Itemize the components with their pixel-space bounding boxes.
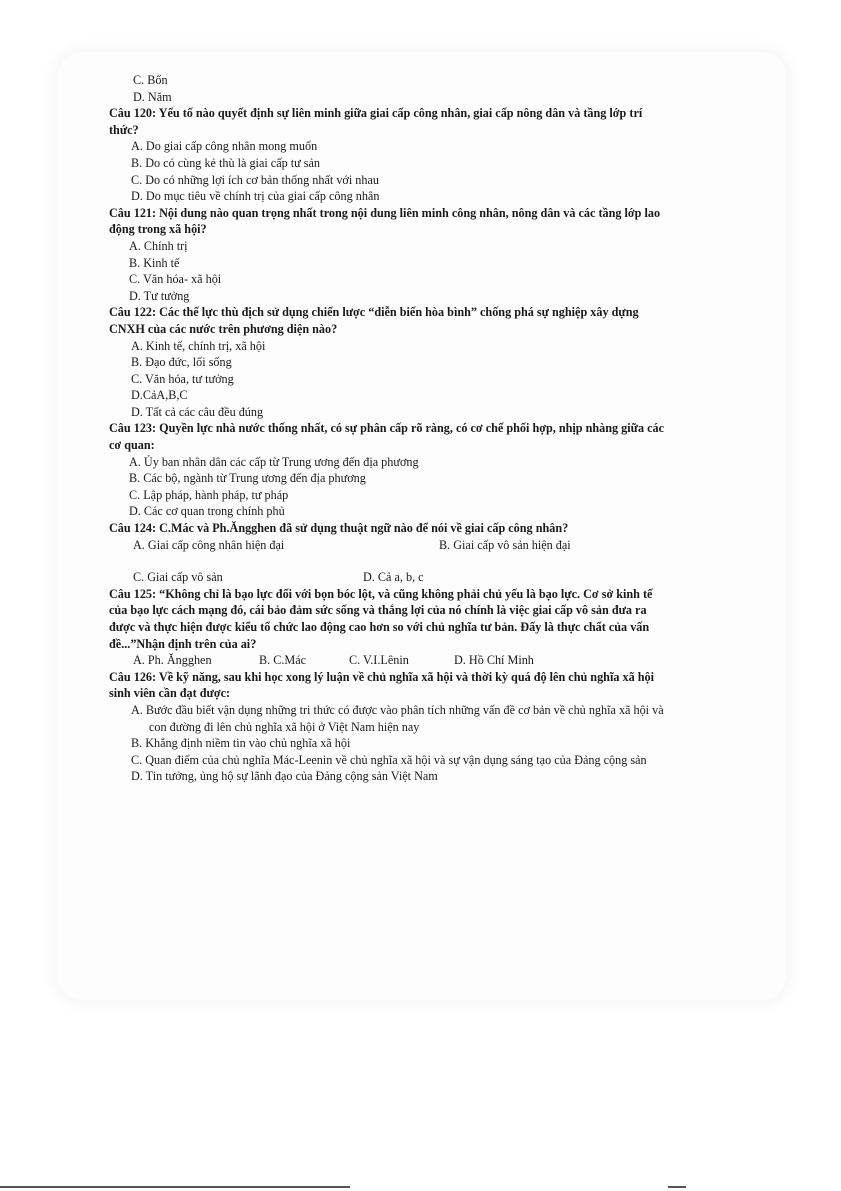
bottom-edge-line <box>0 1186 350 1188</box>
option-a: A. Ph. Ăngghen <box>133 653 212 668</box>
option-a: A. Chính trị <box>129 238 188 253</box>
question-121 <box>109 205 669 305</box>
question-text: Câu 121: Nội dung nào quan trọng nhất trong nội dung liên minh công nhân, nông dân và các tầng lớp lao động trong xã hội? <box>109 205 661 237</box>
option-line: D. Năm <box>133 89 172 104</box>
option-c: C. Văn hóa- xã hội <box>129 272 222 287</box>
question-120 <box>109 105 669 205</box>
option-b: B. Đạo đức, lối sống <box>131 355 232 370</box>
question-text: Câu 124: C.Mác và Ph.Ăngghen đã sử dụng thuật ngữ nào để nói về giai cấp công nhân? <box>109 521 569 536</box>
option-b: B. Do có cùng kẻ thù là giai cấp tư sản <box>131 155 321 170</box>
option-a: A. Do giai cấp công nhân mong muốn <box>131 139 318 154</box>
options-row-1 <box>109 537 669 554</box>
option-b: B. Các bộ, ngành từ Trung ương đến địa phương <box>129 471 366 486</box>
option-d: D. Do mục tiêu về chính trị của giai cấp công nhân <box>131 189 380 204</box>
question-126 <box>109 669 669 785</box>
options-row-2 <box>109 569 669 586</box>
question-text: Câu 120: Yếu tố nào quyết định sự liên minh giữa giai cấp công nhân, giai cấp nông dân và tầng lớp trí thức? <box>109 106 643 137</box>
option-c: C. V.I.Lênin <box>349 653 409 668</box>
option-d: D. Tất cả các câu đều đúng <box>131 404 264 419</box>
option-a: A. Bước đầu biết vận dụng những tri thức có được vào phân tích những vấn đề cơ bản về chủ nghĩa xã hội và con đường đi lên chủ nghĩa xã hội ở Việt Nam hiện nay <box>131 702 664 734</box>
question-123 <box>109 420 669 520</box>
option-c: C. Lập pháp, hành pháp, tư pháp <box>129 487 289 502</box>
spacer <box>109 553 669 569</box>
option-d-combined: D.CảA,B,C <box>131 388 188 403</box>
option-a: A. Ủy ban nhân dân các cấp từ Trung ương đến địa phương <box>129 454 419 469</box>
options-row <box>109 652 669 669</box>
option-d: D. Các cơ quan trong chính phủ <box>129 504 285 519</box>
option-b: B. Kinh tế <box>129 255 180 270</box>
question-text: Câu 122: Các thế lực thù địch sử dụng chiến lược “diễn biến hòa bình” chống phá sự nghiệp xây dựng CNXH của các nước trên phương diện nào? <box>109 305 639 336</box>
option-d: D. Cả a, b, c <box>363 570 424 585</box>
question-text: Câu 125: “Không chỉ là bạo lực đối với bọn bóc lột, và cũng không phải chủ yếu là bạo lực. Cơ sở kinh tế của bạo lực cách mạng đó, cái bảo đảm sức sống và thắng lợi của nó chính là việc giai cấp vô sản đưa ra được và thực hiện được kiểu tổ chức lao động cao hơn so với chủ nghĩa tư bản. Đấy là thực chất của vấn đề...”Nhận định trên của ai? <box>109 586 653 651</box>
question-122 <box>109 304 669 420</box>
option-line: C. Bốn <box>133 73 168 87</box>
option-a: A. Giai cấp công nhân hiện đại <box>133 537 285 552</box>
question-text: Câu 123: Quyền lực nhà nước thống nhất, có sự phân cấp rõ ràng, có cơ chế phối hợp, nhịp nhàng giữa các cơ quan: <box>109 421 665 453</box>
option-a: A. Kinh tế, chính trị, xã hội <box>131 338 266 353</box>
question-125 <box>109 586 669 669</box>
option-d: D. Tin tưởng, ủng hộ sự lãnh đạo của Đảng cộng sản Việt Nam <box>131 769 438 784</box>
option-c: C. Quan điểm của chủ nghĩa Mác-Leenin về chủ nghĩa xã hội và sự vận dụng sáng tạo của Đảng cộng sản <box>131 752 647 767</box>
bottom-edge-mark <box>668 1186 686 1188</box>
option-d: D. Tư tưởng <box>129 288 190 303</box>
option-b: B. Giai cấp vô sản hiện đại <box>439 537 571 552</box>
document-body <box>109 72 669 785</box>
option-d: D. Hồ Chí Minh <box>454 653 534 668</box>
option-c: C. Giai cấp vô sản <box>133 570 223 585</box>
option-b: B. Khẳng định niềm tin vào chủ nghĩa xã hội <box>131 736 351 751</box>
question-text: Câu 126: Về kỹ năng, sau khi học xong lý luận về chủ nghĩa xã hội và thời kỳ quá độ lên chủ nghĩa xã hội sinh viên cần đạt được: <box>109 669 654 701</box>
option-c: C. Do có những lợi ích cơ bản thống nhất với nhau <box>131 172 379 187</box>
question-124 <box>109 520 669 586</box>
option-b: B. C.Mác <box>259 653 307 668</box>
option-c: C. Văn hóa, tư tưởng <box>131 371 234 386</box>
